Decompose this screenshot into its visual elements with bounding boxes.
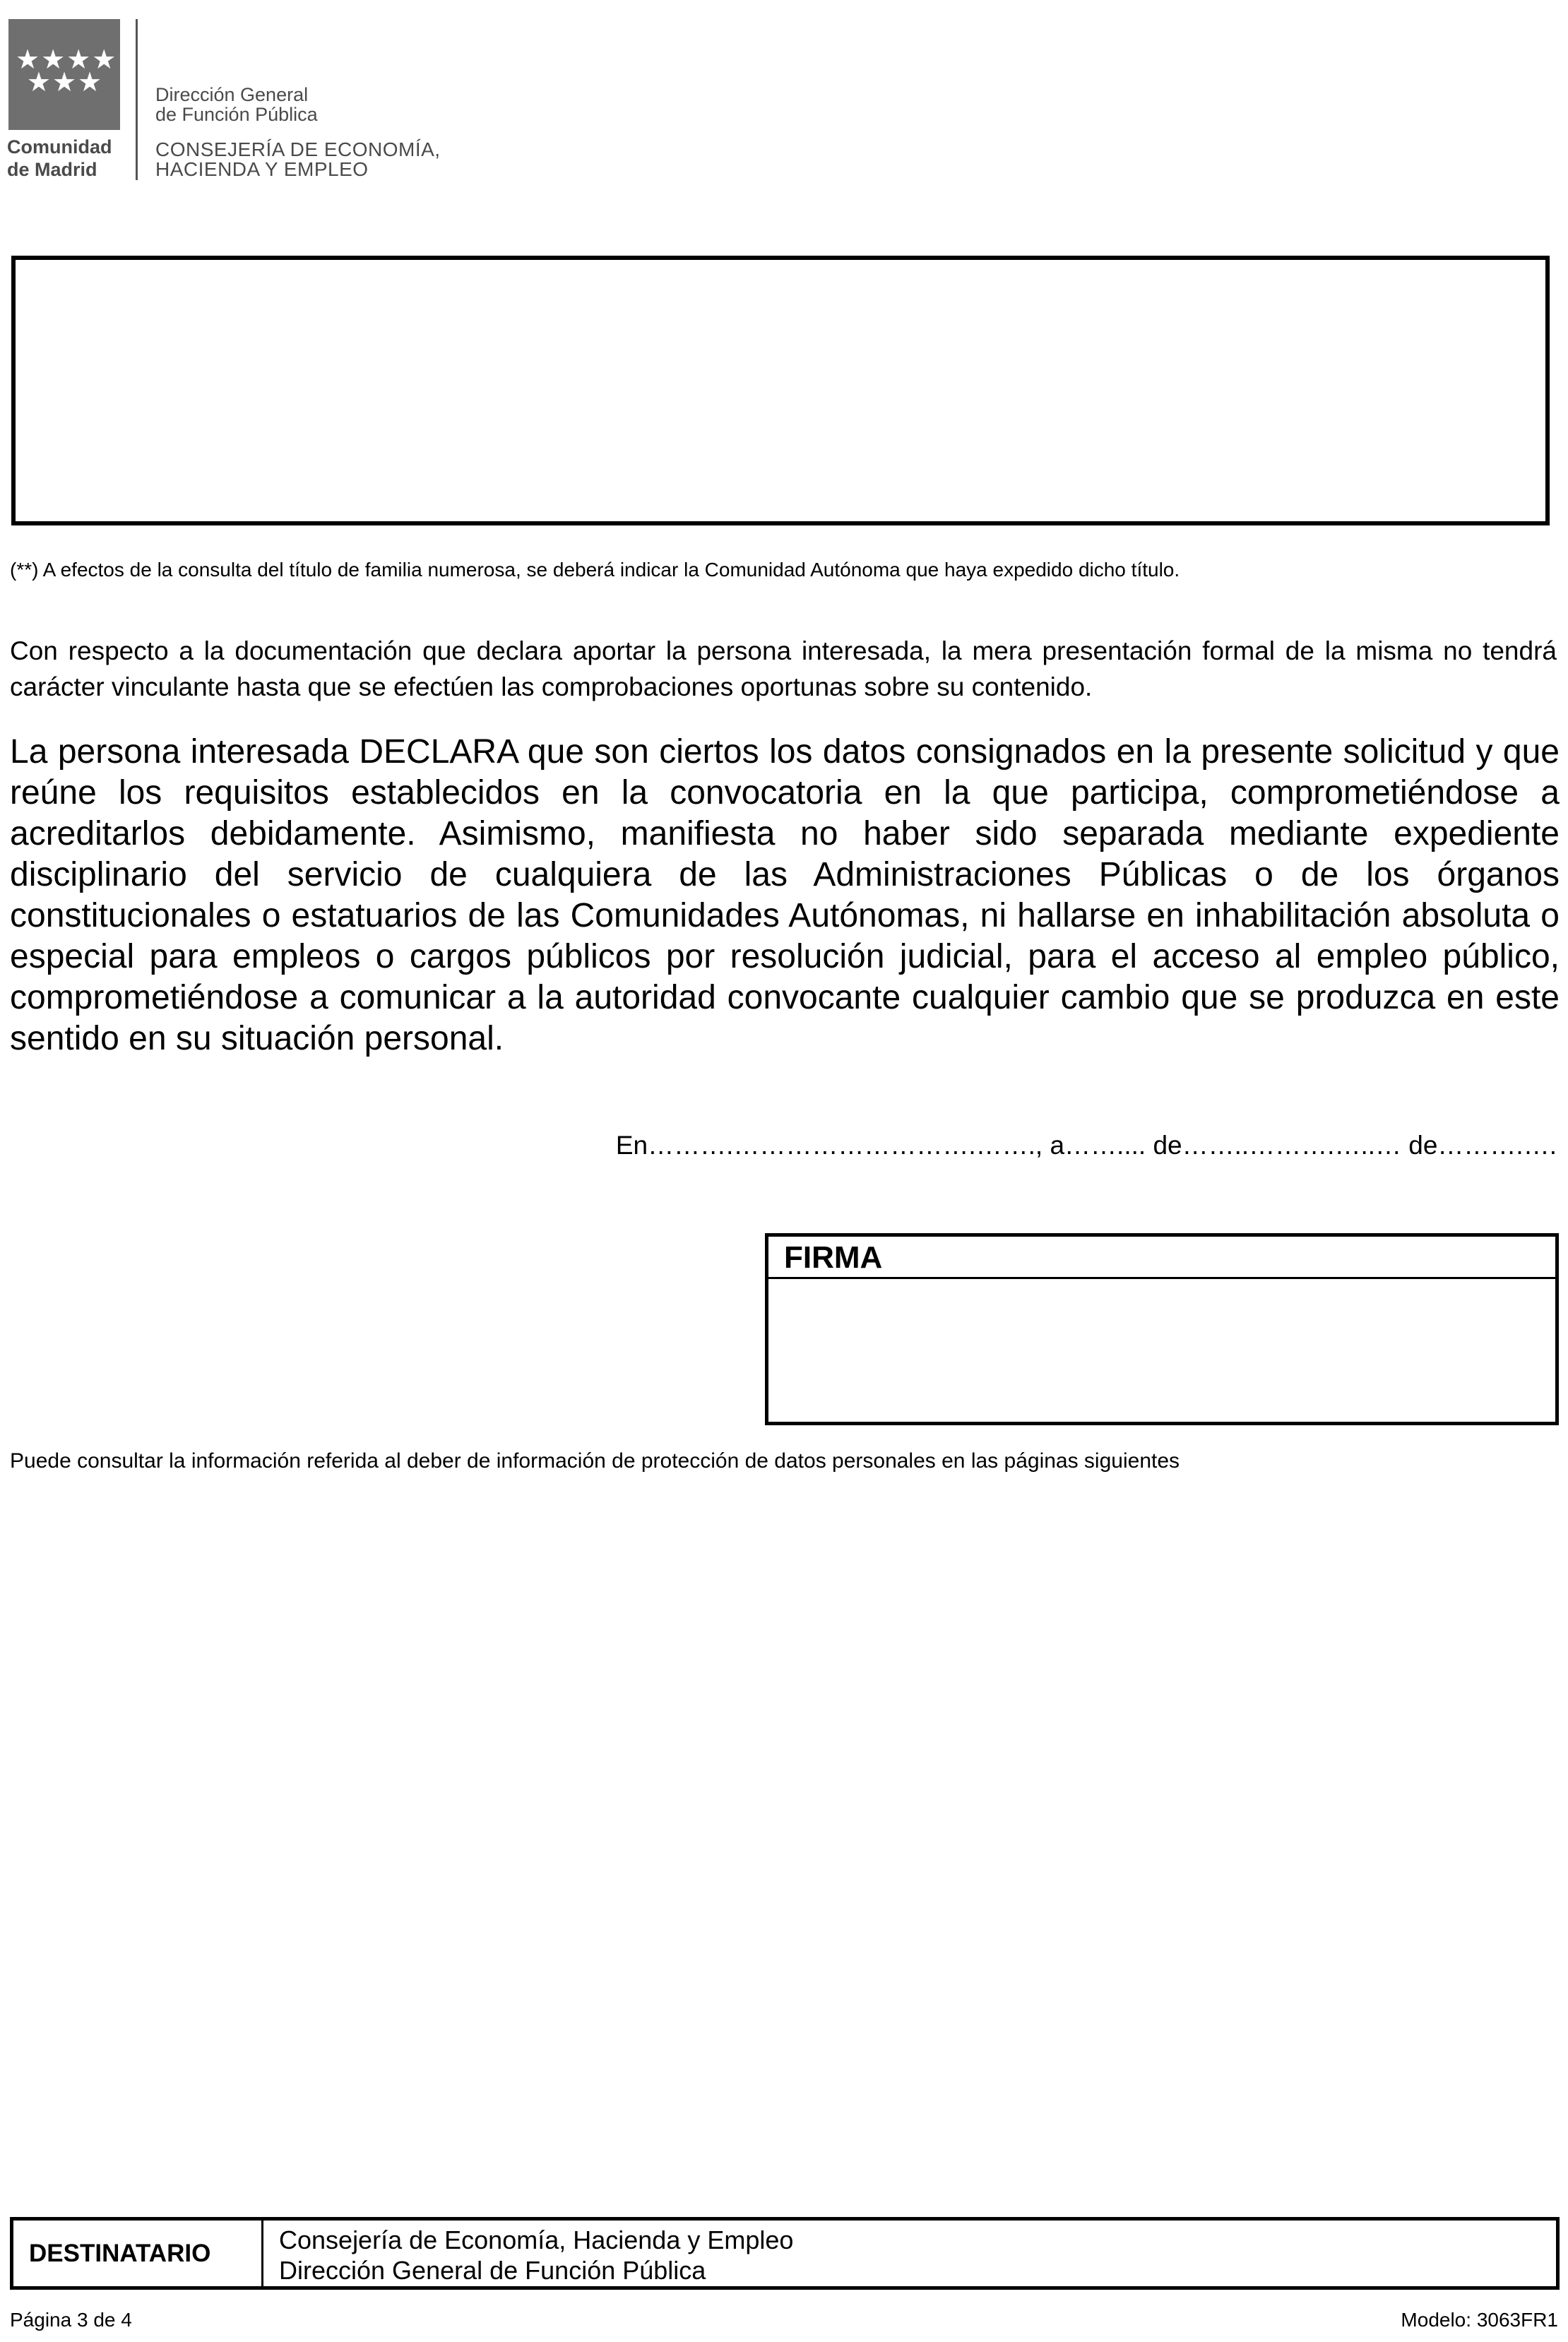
documentation-paragraph: Con respecto a la documentación que declara aportar la persona interesada, la mera presentación formal de la misma no tendrá carácter vinculante hasta que se efectúen las comprobaciones oportunas sobre su contenido. <box>10 636 1557 701</box>
model-code: Modelo: 3063FR1 <box>1401 2309 1558 2331</box>
dept-line1: Dirección General <box>155 84 309 105</box>
footnote-text: (**) A efectos de la consulta del título de familia numerosa, se deberá indicar la Comunidad Autónoma que haya expedido dicho título. <box>10 559 1180 581</box>
logo-text-line2: de Madrid <box>7 159 97 180</box>
dept-line4: HACIENDA Y EMPLEO <box>155 158 369 180</box>
logo-divider <box>136 19 138 180</box>
data-protection-info: Puede consultar la información referida al deber de información de protección de datos personales en las páginas siguientes <box>10 1449 1180 1473</box>
recipient-label: DESTINATARIO <box>13 2221 263 2286</box>
dept-line2: de Función Pública <box>155 104 318 125</box>
declaration-paragraph: La persona interesada DECLARA que son ciertos los datos consignados en la presente solicitud y que reúne los requisitos establecidos en la convocatoria en la que participa, comprometiéndose a acreditarlos debidamente. Asimismo, manifiesta no haber sido separada mediante expediente disciplinario del servicio de cualquiera de las Administraciones Públicas o de los órganos constitucionales o estatuarios de las Comunidades Autónomas, ni hallarse en inhabilitación absoluta o especial para empleos o cargos públicos por resolución judicial, para el acceso al empleo público, comprometiéndose a comunicar a la autoridad convocante cualquier cambio que se produzca en este sentido en su situación personal. <box>10 733 1560 1057</box>
recipient-value <box>263 2221 1556 2286</box>
logo-text-line1: Comunidad <box>7 136 112 157</box>
blank-form-box <box>11 256 1550 525</box>
recipient-table <box>10 2217 1560 2290</box>
signature-label: FIRMA <box>768 1237 1555 1279</box>
signature-box[interactable] <box>765 1233 1559 1425</box>
place-date-line[interactable]: En……….……………………….……., a…….... de……..……….…..… de……….…. <box>615 1131 1557 1160</box>
recipient-line2: Dirección General de Función Pública <box>279 2256 706 2285</box>
page-number: Página 3 de 4 <box>10 2309 132 2331</box>
stars-icon: ★★★★ ★★★ <box>16 44 118 97</box>
dept-line3: CONSEJERÍA DE ECONOMÍA, <box>155 138 441 160</box>
recipient-line1: Consejería de Economía, Hacienda y Empleo <box>279 2225 794 2254</box>
